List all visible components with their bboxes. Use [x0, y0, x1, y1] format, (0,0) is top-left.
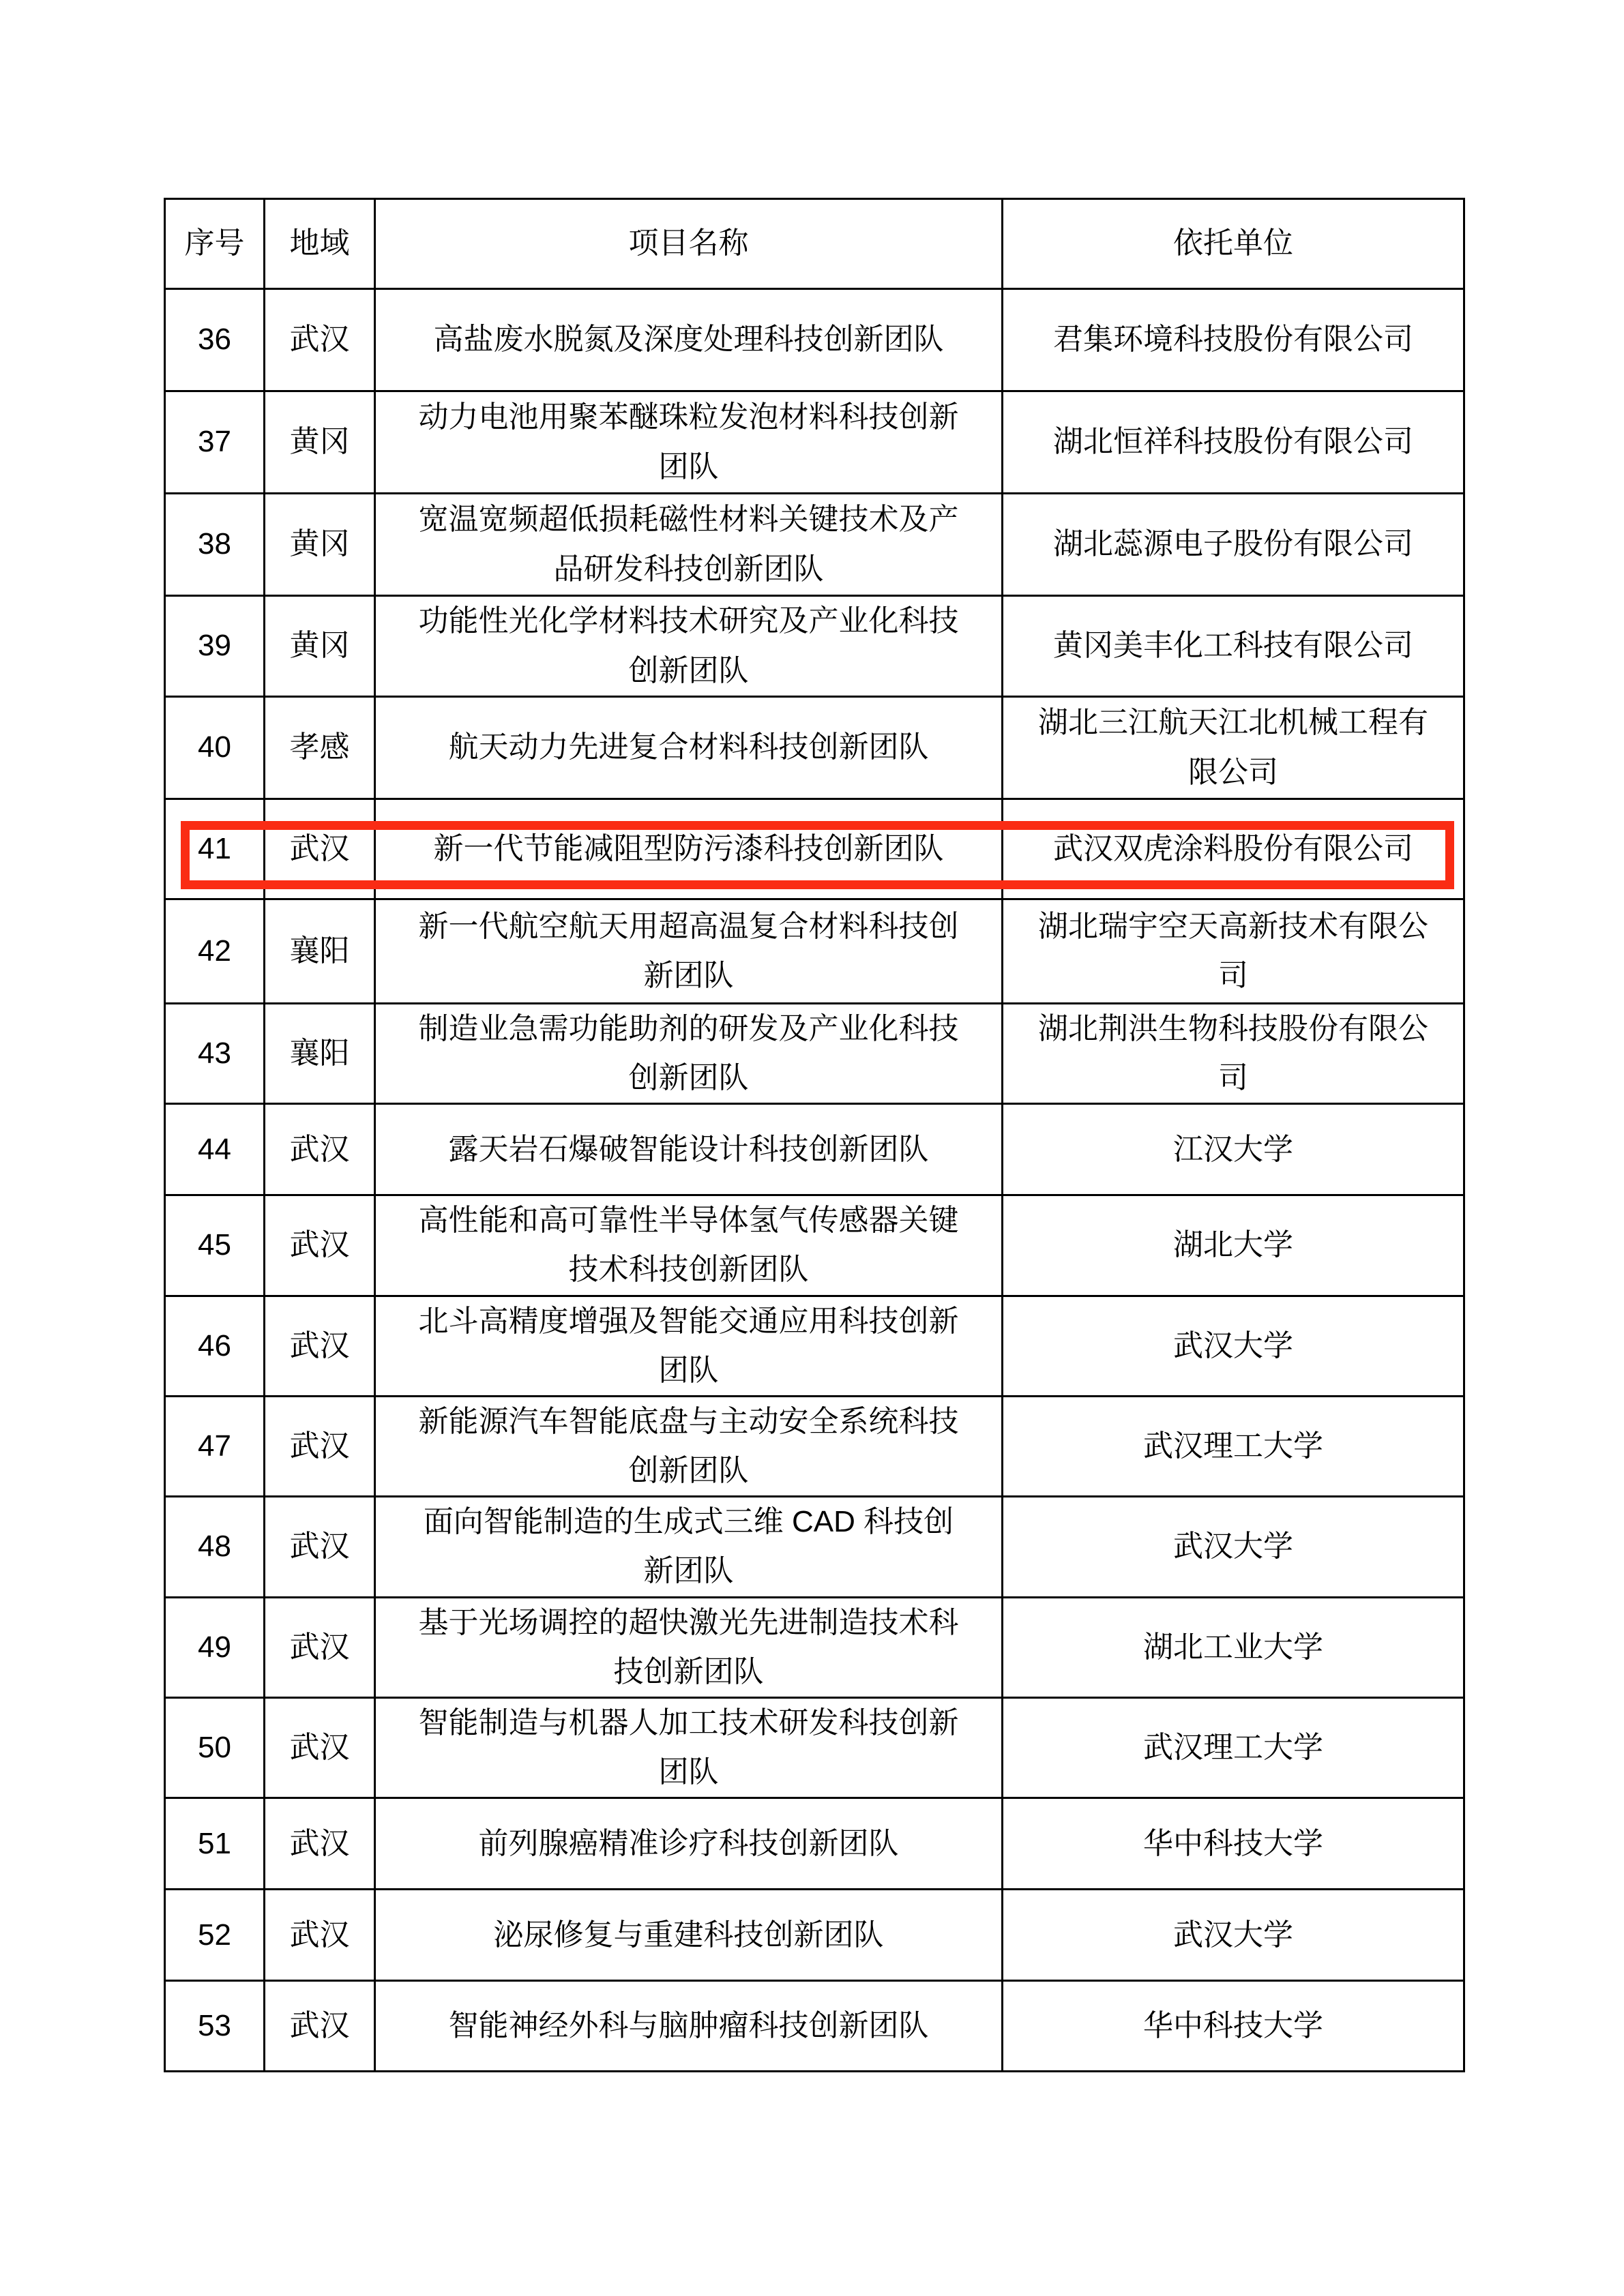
- cell-org: 武汉理工大学: [1003, 1697, 1464, 1798]
- cell-no: 41: [165, 799, 265, 899]
- table-row: [165, 697, 1464, 799]
- cell-no: 49: [165, 1597, 265, 1697]
- cell-project: 基于光场调控的超快激光先进制造技术科技创新团队: [375, 1597, 1003, 1697]
- table-row: [165, 1890, 1464, 1981]
- cell-project: 智能神经外科与脑肿瘤科技创新团队: [375, 1981, 1003, 2072]
- table-row: [165, 1296, 1464, 1396]
- cell-region: 黄冈: [265, 494, 375, 596]
- cell-org: 湖北蕊源电子股份有限公司: [1003, 494, 1464, 596]
- cell-region: 襄阳: [265, 899, 375, 1004]
- header-no: 序号: [165, 199, 265, 289]
- table-row: [165, 899, 1464, 1004]
- cell-no: 47: [165, 1396, 265, 1496]
- cell-region: 襄阳: [265, 1004, 375, 1104]
- cell-project: 智能制造与机器人加工技术研发科技创新团队: [375, 1697, 1003, 1798]
- cell-org: 武汉双虎涂料股份有限公司: [1003, 799, 1464, 899]
- table-row: [165, 1104, 1464, 1195]
- cell-project: 宽温宽频超低损耗磁性材料关键技术及产品研发科技创新团队: [375, 494, 1003, 596]
- cell-org: 湖北恒祥科技股份有限公司: [1003, 391, 1464, 494]
- cell-project: 动力电池用聚苯醚珠粒发泡材料科技创新团队: [375, 391, 1003, 494]
- cell-project: 北斗高精度增强及智能交通应用科技创新团队: [375, 1296, 1003, 1396]
- cell-project: 面向智能制造的生成式三维 CAD 科技创新团队: [375, 1497, 1003, 1597]
- cell-project: 前列腺癌精准诊疗科技创新团队: [375, 1798, 1003, 1890]
- cell-org: 武汉大学: [1003, 1497, 1464, 1597]
- cell-org: 湖北三江航天江北机械工程有限公司: [1003, 697, 1464, 799]
- cell-no: 51: [165, 1798, 265, 1890]
- cell-no: 53: [165, 1981, 265, 2072]
- cell-no: 46: [165, 1296, 265, 1396]
- cell-region: 武汉: [265, 1296, 375, 1396]
- cell-org: 湖北荆洪生物科技股份有限公司: [1003, 1004, 1464, 1104]
- cell-org: 武汉大学: [1003, 1296, 1464, 1396]
- cell-region: 武汉: [265, 289, 375, 391]
- cell-org: 江汉大学: [1003, 1104, 1464, 1195]
- cell-no: 38: [165, 494, 265, 596]
- table-row: [165, 1798, 1464, 1890]
- cell-region: 武汉: [265, 1396, 375, 1496]
- cell-region: 武汉: [265, 799, 375, 899]
- cell-project: 新一代航空航天用超高温复合材料科技创新团队: [375, 899, 1003, 1004]
- cell-region: 武汉: [265, 1981, 375, 2072]
- cell-region: 武汉: [265, 1497, 375, 1597]
- cell-no: 39: [165, 596, 265, 697]
- cell-region: 武汉: [265, 1104, 375, 1195]
- cell-region: 武汉: [265, 1697, 375, 1798]
- cell-project: 露天岩石爆破智能设计科技创新团队: [375, 1104, 1003, 1195]
- cell-project: 高性能和高可靠性半导体氢气传感器关键技术科技创新团队: [375, 1195, 1003, 1296]
- header-region: 地域: [265, 199, 375, 289]
- header-project: 项目名称: [375, 199, 1003, 289]
- table-row: [165, 1004, 1464, 1104]
- cell-org: 华中科技大学: [1003, 1981, 1464, 2072]
- cell-no: 44: [165, 1104, 265, 1195]
- cell-no: 52: [165, 1890, 265, 1981]
- cell-project: 新一代节能减阻型防污漆科技创新团队: [375, 799, 1003, 899]
- table-row: [165, 799, 1464, 899]
- cell-no: 36: [165, 289, 265, 391]
- table-row: [165, 596, 1464, 697]
- cell-no: 37: [165, 391, 265, 494]
- cell-region: 武汉: [265, 1890, 375, 1981]
- table-row: [165, 1597, 1464, 1697]
- cell-region: 武汉: [265, 1798, 375, 1890]
- cell-region: 武汉: [265, 1597, 375, 1697]
- cell-no: 50: [165, 1697, 265, 1798]
- cell-region: 孝感: [265, 697, 375, 799]
- cell-region: 黄冈: [265, 391, 375, 494]
- cell-project: 高盐废水脱氮及深度处理科技创新团队: [375, 289, 1003, 391]
- cell-project: 新能源汽车智能底盘与主动安全系统科技创新团队: [375, 1396, 1003, 1496]
- cell-project: 泌尿修复与重建科技创新团队: [375, 1890, 1003, 1981]
- table-row: [165, 1497, 1464, 1597]
- table-header-row: [165, 199, 1464, 289]
- cell-org: 华中科技大学: [1003, 1798, 1464, 1890]
- table-row: [165, 1697, 1464, 1798]
- cell-org: 武汉大学: [1003, 1890, 1464, 1981]
- cell-org: 湖北瑞宇空天高新技术有限公司: [1003, 899, 1464, 1004]
- table-row: [165, 1396, 1464, 1496]
- cell-no: 43: [165, 1004, 265, 1104]
- cell-org: 黄冈美丰化工科技有限公司: [1003, 596, 1464, 697]
- table-row: [165, 391, 1464, 494]
- cell-region: 武汉: [265, 1195, 375, 1296]
- cell-region: 黄冈: [265, 596, 375, 697]
- cell-project: 制造业急需功能助剂的研发及产业化科技创新团队: [375, 1004, 1003, 1104]
- table-row: [165, 1195, 1464, 1296]
- cell-org: 君集环境科技股份有限公司: [1003, 289, 1464, 391]
- cell-no: 48: [165, 1497, 265, 1597]
- cell-no: 40: [165, 697, 265, 799]
- cell-no: 45: [165, 1195, 265, 1296]
- cell-project: 功能性光化学材料技术研究及产业化科技创新团队: [375, 596, 1003, 697]
- cell-org: 湖北工业大学: [1003, 1597, 1464, 1697]
- header-organization: 依托单位: [1003, 199, 1464, 289]
- table-row: [165, 289, 1464, 391]
- cell-no: 42: [165, 899, 265, 1004]
- cell-project: 航天动力先进复合材料科技创新团队: [375, 697, 1003, 799]
- project-table: [164, 198, 1465, 2072]
- cell-org: 湖北大学: [1003, 1195, 1464, 1296]
- table-row: [165, 494, 1464, 596]
- table-row: [165, 1981, 1464, 2072]
- cell-org: 武汉理工大学: [1003, 1396, 1464, 1496]
